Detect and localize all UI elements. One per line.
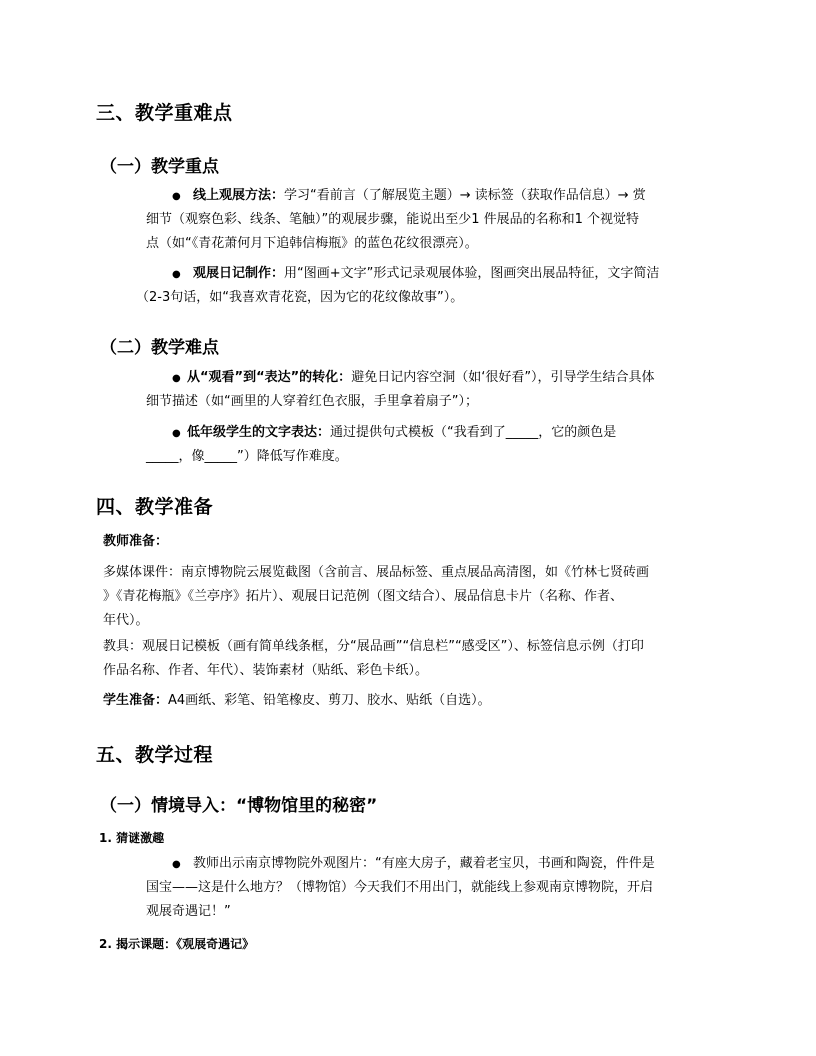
bullet-label: 观展日记制作： (193, 266, 285, 281)
section-heading-5: 五、教学过程 (96, 744, 214, 766)
bullet-text: 细节描述（如“画里的人穿着红色衣服，手里拿着扇子”）； (146, 394, 478, 409)
bullet-icon: ● (172, 269, 181, 280)
numbered-item-1: 1. 猜谜激趣 (99, 831, 165, 845)
bullet-text: 点（如“《青花萧何月下追韩信梅瓶》的蓝色花纹很漂亮）。 (146, 236, 478, 251)
media-courseware-paragraph: 多媒体课件：南京博物院云展览截图（含前言、展品标签、重点展品高清图，如《竹林七贤砖画 》《青花梅瓶》《兰亭序》拓片）、观展日记范例（图文结合）、展品信息卡片（名称、作者、 年代）。 (103, 565, 650, 628)
bullet-label: 从“观看”到“表达”的转化： (187, 370, 352, 385)
bullet-view-to-express (146, 366, 726, 414)
teacher-prep-label: 教师准备： (103, 534, 169, 549)
bullet-icon: ● (172, 428, 181, 439)
section-heading-4: 四、教学准备 (96, 496, 214, 518)
teaching-aids-paragraph: 教具：观展日记模板（画有简单线条框，分“展品画”“信息栏”“感受区”）、标签信息示例（打印 作品名称、作者、年代）、装饰素材（贴纸、彩色卡纸）。 (103, 639, 644, 678)
bullet-text: （2-3句话，如“我喜欢青花瓷，因为它的花纹像故事”）。 (136, 290, 464, 305)
section-heading-3: 三、教学重难点 (96, 102, 233, 124)
subheading-key-points: （一）教学重点 (100, 157, 219, 177)
bullet-icon: ● (172, 859, 181, 870)
bullet-label: 低年级学生的文字表达： (187, 425, 331, 440)
student-prep-paragraph: 学生准备：A4画纸、彩笔、铅笔橡皮、剪刀、胶水、贴纸（自选）。 (103, 693, 491, 708)
subheading-difficulties: （二）教学难点 (100, 338, 219, 358)
bullet-text: 用“图画+文字”形式记录观展体验，图画突出展品特征，文字简洁 (284, 266, 660, 281)
subheading-situation-intro: （一）情境导入：“博物馆里的秘密” (100, 796, 378, 816)
bullet-online-viewing (146, 184, 726, 256)
bullet-diary-making (136, 262, 726, 310)
bullet-text: 避免日记内容空洞（如‘很好看”），引导学生结合具体 (351, 370, 655, 385)
student-prep-label: 学生准备： (103, 693, 169, 708)
bullet-writing-expression (146, 421, 726, 469)
bullet-icon: ● (172, 373, 181, 384)
numbered-item-2: 2. 揭示课题：《观展奇遇记》 (99, 937, 255, 951)
bullet-text: 细节（观察色彩、线条、笔触）”的观展步骤，能说出至少1 件展品的名称和1 个视觉特 (146, 212, 640, 227)
bullet-text: 通过提供句式模板（“我看到了_____，它的颜色是 (330, 425, 617, 440)
bullet-text: _____，像_____”）降低写作难度。 (146, 449, 348, 464)
bullet-label: 线上观展方法： (193, 188, 285, 203)
bullet-icon: ● (172, 191, 181, 202)
bullet-text: 学习“看前言（了解展览主题）→ 读标签（获取作品信息）→ 赏 (284, 188, 646, 203)
bullet-teacher-shows: ● 教师出示南京博物院外观图片：“有座大房子，藏着老宝贝，书画和陶瓷，件件是 国宝——这是什么地方？（博物馆）今天我们不用出门，就能线上参观南京博物院，开启 观展奇遇记！” (146, 852, 726, 924)
